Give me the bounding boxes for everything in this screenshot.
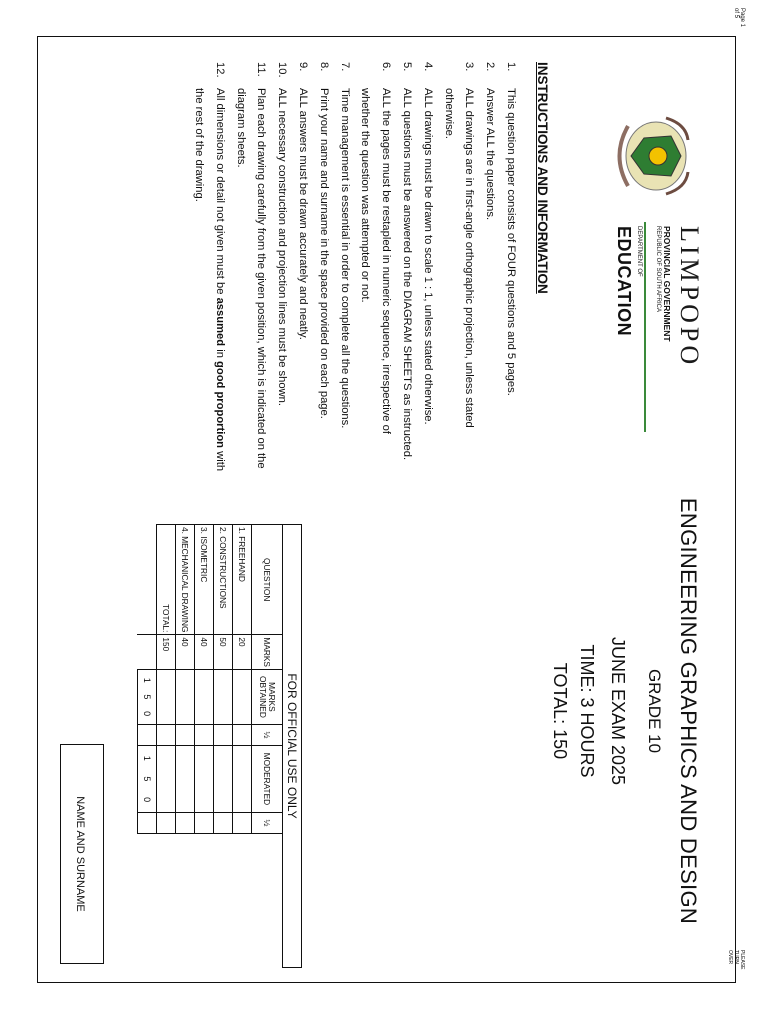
marks-cell: 50 (214, 635, 233, 670)
col-half-moderated: ½ (252, 812, 283, 833)
obtained-cell[interactable] (233, 669, 252, 724)
half-cell[interactable] (214, 812, 233, 833)
question-cell: 1. FREEHAND (233, 525, 252, 635)
table-row (195, 525, 214, 834)
half-cell[interactable] (195, 812, 214, 833)
moderated-total-cell[interactable] (157, 745, 176, 812)
instruction-item: 9. ALL answers must be drawn accurately and neatly. (297, 62, 310, 340)
instruction-item: 2. Answer ALL the questions. (484, 62, 497, 221)
instruction-item: 8. Print your name and surname in the space provided on each page. (317, 62, 330, 419)
score-digit: 1 (142, 677, 152, 683)
col-marks: MARKS (252, 635, 283, 670)
instruction-item: 1. This question paper consists of FOUR questions and 5 pages. (505, 62, 517, 396)
name-surname-label: NAME AND SURNAME (74, 796, 86, 912)
question-cell: 3. ISOMETRIC (195, 525, 214, 635)
footer-note: PLEASE TURN OVER (727, 950, 745, 970)
moderated-cell[interactable] (176, 745, 195, 812)
question-cell: 2. CONSTRUCTIONS (214, 525, 233, 635)
instruction-item: 3. ALL drawings are in first-angle orthographic projection, unless stated otherwise. (442, 62, 476, 428)
half-cell[interactable] (157, 812, 176, 833)
score-digit: 5 (142, 776, 152, 782)
instructions-heading: INSTRUCTIONS AND INFORMATION (535, 62, 550, 294)
coat-of-arms-icon (606, 96, 706, 216)
exam-total: TOTAL: 150 (550, 662, 570, 760)
grade-label: GRADE 10 (645, 668, 664, 754)
half-cell[interactable] (176, 724, 195, 745)
instruction-item: 11. Plan each drawing carefully from the given position, which is indicated on the diagram sheets. (234, 62, 268, 469)
half-cell[interactable] (176, 812, 195, 833)
col-moderated: MODERATED (252, 745, 283, 812)
table-row (176, 525, 195, 834)
moderated-cell[interactable] (233, 745, 252, 812)
half-cell[interactable] (214, 724, 233, 745)
total-label: TOTAL: (157, 525, 176, 635)
half-cell[interactable] (233, 812, 252, 833)
score-digit: 0 (142, 797, 152, 803)
obtained-cell[interactable] (195, 669, 214, 724)
half-cell[interactable] (157, 724, 176, 745)
obtained-cell[interactable] (214, 669, 233, 724)
exam-time: TIME: 3 HOURS (577, 644, 597, 778)
marks-cell: 40 (195, 635, 214, 670)
instruction-item: 5. ALL questions must be answered on the DIAGRAM SHEETS as instructed. (401, 62, 414, 461)
instruction-item: 12. All dimensions or detail not given must be assumed in good proportion with the rest of the drawing. (193, 62, 226, 472)
exam-session: JUNE EXAM 2025 (608, 636, 628, 786)
exam-cover-sheet (37, 36, 736, 983)
moderated-cell[interactable] (195, 745, 214, 812)
department-logo (601, 96, 706, 441)
table-row (214, 525, 233, 834)
logo-wordmark: LIMPOPO (675, 226, 704, 369)
score-digit: 1 (142, 755, 152, 761)
instruction-item: 6. ALL the pages must be restapled in numeric sequence, irrespective of whether the question was attempted or not. (359, 62, 393, 434)
marks-cell: 20 (233, 635, 252, 670)
logo-department: DEPARTMENT OF (636, 226, 642, 277)
score-digit: 5 (142, 694, 152, 700)
half-cell[interactable] (195, 724, 214, 745)
table-total-row (157, 525, 176, 834)
instruction-item: 4. ALL drawings must be drawn to scale 1 : 1, unless stated otherwise. (421, 62, 434, 425)
obtained-cell[interactable] (176, 669, 195, 724)
question-cell: 4. MECHANICAL DRAWING (176, 525, 195, 635)
table-row (233, 525, 252, 834)
col-marks-obtained: MARKS OBTAINED (252, 669, 283, 724)
marks-grid (137, 524, 283, 834)
official-use-table (130, 524, 302, 968)
logo-education: EDUCATION (614, 226, 634, 337)
col-question: QUESTION (252, 525, 283, 635)
score-digit-row (138, 525, 157, 834)
instructions-list (188, 62, 521, 472)
logo-country: REPUBLIC OF SOUTH AFRICA (655, 226, 661, 313)
exam-title: ENGINEERING GRAPHICS AND DESIGN (676, 497, 701, 925)
moderated-cell[interactable] (214, 745, 233, 812)
obtained-total-cell[interactable] (157, 669, 176, 724)
total-value: 150 (157, 635, 176, 670)
instruction-item: 10. ALL necessary construction and projection lines must be shown. (276, 62, 289, 406)
page-number: Page 1 of 5 (733, 8, 745, 28)
table-header-row (252, 525, 283, 834)
instruction-item: 7. Time management is essential in order to complete all the questions. (338, 62, 351, 429)
score-digit: 0 (142, 711, 152, 717)
marks-cell: 40 (176, 635, 195, 670)
col-half: ½ (252, 724, 283, 745)
official-use-title: FOR OFFICIAL USE ONLY (282, 524, 302, 968)
logo-government: PROVINCIAL GOVERNMENT (662, 226, 672, 342)
half-cell[interactable] (233, 724, 252, 745)
